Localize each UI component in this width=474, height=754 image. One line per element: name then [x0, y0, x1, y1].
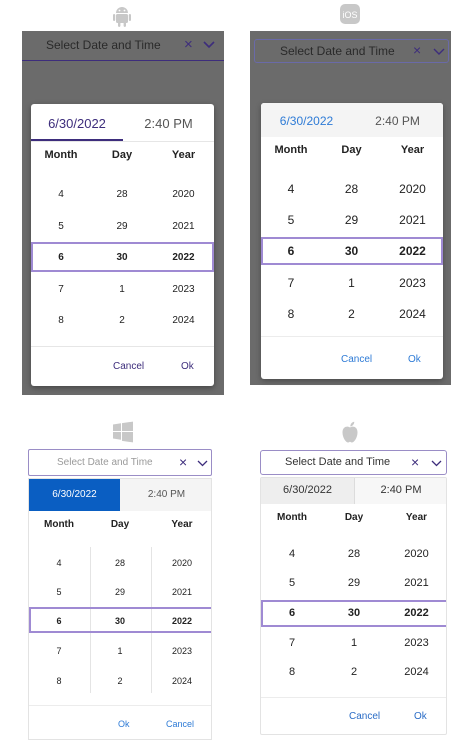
year-cell[interactable]: 2020 [399, 182, 426, 196]
year-cell[interactable]: 2023 [171, 646, 193, 656]
windows-field-placeholder: Select Date and Time [57, 457, 153, 468]
day-cell[interactable]: 2 [350, 666, 358, 678]
ios-date-field[interactable] [254, 39, 449, 63]
tab-time[interactable]: 2:40 PM [147, 489, 186, 500]
month-cell[interactable]: 4 [287, 182, 295, 196]
day-cell-selected[interactable]: 30 [114, 616, 125, 626]
apple-icon [339, 420, 361, 444]
day-cell[interactable]: 28 [347, 548, 361, 560]
year-cell[interactable]: 2024 [404, 666, 429, 678]
android-date-field[interactable] [22, 31, 224, 61]
tab-time[interactable]: 2:40 PM [144, 116, 193, 131]
day-header: Day [110, 519, 130, 530]
year-header: Year [171, 519, 193, 530]
month-cell[interactable]: 4 [288, 548, 296, 560]
cancel-button[interactable]: Cancel [166, 719, 195, 729]
month-header: Month [274, 144, 308, 156]
ios-picker-dialog [261, 103, 443, 379]
year-cell[interactable]: 2021 [171, 587, 193, 597]
day-cell[interactable]: 29 [116, 221, 128, 232]
ok-button[interactable]: Ok [408, 354, 421, 365]
day-cell-selected[interactable]: 30 [347, 607, 361, 619]
year-cell-selected[interactable]: 2022 [404, 607, 429, 619]
clear-icon[interactable]: × [179, 454, 188, 470]
day-cell[interactable]: 29 [114, 587, 125, 597]
android-icon [110, 4, 134, 28]
year-cell[interactable]: 2021 [399, 213, 426, 227]
year-cell[interactable]: 2021 [404, 577, 429, 589]
month-cell-selected[interactable]: 6 [288, 607, 296, 619]
year-cell[interactable]: 2023 [399, 276, 426, 290]
ok-button[interactable]: Ok [118, 719, 130, 729]
day-header: Day [341, 144, 362, 156]
year-cell[interactable]: 2023 [172, 284, 195, 295]
month-cell[interactable]: 4 [56, 558, 62, 568]
year-cell[interactable]: 2020 [172, 189, 195, 200]
chevron-down-icon[interactable] [433, 48, 445, 56]
ok-button[interactable]: Ok [181, 361, 194, 372]
month-cell-selected[interactable]: 6 [287, 244, 295, 258]
month-cell[interactable]: 8 [56, 676, 62, 686]
year-cell[interactable]: 2024 [171, 676, 193, 686]
year-header: Year [400, 144, 425, 156]
year-cell[interactable]: 2023 [404, 637, 429, 649]
month-cell[interactable]: 4 [58, 189, 64, 200]
year-cell[interactable]: 2024 [172, 315, 195, 326]
year-cell[interactable]: 2024 [399, 307, 426, 321]
month-cell[interactable]: 8 [287, 307, 295, 321]
day-cell[interactable]: 28 [116, 189, 128, 200]
chevron-down-icon[interactable] [197, 460, 208, 467]
ok-button[interactable]: Ok [414, 711, 427, 722]
day-cell[interactable]: 28 [344, 182, 359, 196]
month-cell[interactable]: 5 [56, 587, 62, 597]
tab-time[interactable]: 2:40 PM [375, 114, 420, 128]
day-cell[interactable]: 29 [347, 577, 361, 589]
footer-divider [261, 336, 443, 337]
svg-text:iOS: iOS [342, 10, 358, 20]
month-cell[interactable]: 5 [288, 577, 296, 589]
tab-divider [31, 141, 214, 142]
year-cell[interactable]: 2020 [404, 548, 429, 560]
windows-date-field[interactable] [28, 449, 212, 476]
tab-date[interactable]: 6/30/2022 [283, 484, 332, 496]
day-cell[interactable]: 2 [348, 307, 355, 321]
ios-field-placeholder: Select Date and Time [280, 44, 395, 58]
android-picker-dialog [31, 104, 214, 386]
day-cell-selected[interactable]: 30 [116, 252, 128, 263]
mac-field-placeholder: Select Date and Time [285, 456, 391, 468]
day-cell[interactable]: 29 [344, 213, 359, 227]
month-cell[interactable]: 8 [58, 315, 64, 326]
cancel-button[interactable]: Cancel [341, 354, 373, 365]
clear-icon[interactable]: × [184, 36, 193, 53]
clear-icon[interactable]: × [411, 454, 420, 470]
tab-date[interactable]: 6/30/2022 [48, 116, 106, 131]
day-cell[interactable]: 2 [117, 676, 123, 686]
windows-icon [112, 421, 134, 443]
footer-divider [261, 697, 447, 698]
day-cell[interactable]: 2 [119, 315, 125, 326]
chevron-down-icon[interactable] [203, 41, 215, 49]
day-cell[interactable]: 28 [114, 558, 125, 568]
day-header: Day [344, 512, 364, 523]
footer-divider [29, 705, 212, 706]
tab-time[interactable]: 2:40 PM [380, 484, 422, 496]
cancel-button[interactable]: Cancel [113, 361, 145, 372]
month-cell[interactable]: 7 [287, 276, 295, 290]
tab-date[interactable]: 6/30/2022 [52, 489, 97, 500]
day-cell[interactable]: 1 [350, 637, 358, 649]
android-field-placeholder: Select Date and Time [46, 38, 161, 52]
day-header: Day [111, 149, 133, 161]
chevron-down-icon[interactable] [431, 460, 442, 467]
clear-icon[interactable]: × [413, 42, 422, 58]
month-cell[interactable]: 7 [58, 284, 64, 295]
mac-date-field[interactable] [260, 450, 447, 475]
year-cell-selected[interactable]: 2022 [172, 252, 195, 263]
ios-icon [339, 3, 361, 25]
month-cell[interactable]: 7 [56, 646, 62, 656]
month-cell[interactable]: 5 [287, 213, 295, 227]
month-cell[interactable]: 8 [288, 666, 296, 678]
month-header: Month [277, 512, 307, 523]
month-header: Month [44, 519, 74, 530]
year-cell[interactable]: 2020 [171, 558, 193, 568]
windows-picker-dialog [28, 478, 212, 740]
tab-date[interactable]: 6/30/2022 [279, 114, 334, 128]
month-cell-selected[interactable]: 6 [58, 252, 64, 263]
year-header: Year [405, 512, 428, 523]
month-cell-selected[interactable]: 6 [56, 616, 62, 626]
month-cell[interactable]: 7 [288, 637, 296, 649]
mac-picker-dialog [260, 477, 447, 735]
day-cell[interactable]: 1 [117, 646, 123, 656]
year-cell-selected[interactable]: 2022 [171, 616, 193, 626]
year-cell[interactable]: 2021 [172, 221, 195, 232]
day-cell[interactable]: 1 [348, 276, 355, 290]
month-header: Month [44, 149, 78, 161]
day-cell-selected[interactable]: 30 [344, 244, 359, 258]
month-cell[interactable]: 5 [58, 221, 64, 232]
year-header: Year [171, 149, 196, 161]
year-cell-selected[interactable]: 2022 [399, 244, 426, 258]
footer-divider [31, 346, 214, 347]
cancel-button[interactable]: Cancel [349, 711, 381, 722]
day-cell[interactable]: 1 [119, 284, 125, 295]
